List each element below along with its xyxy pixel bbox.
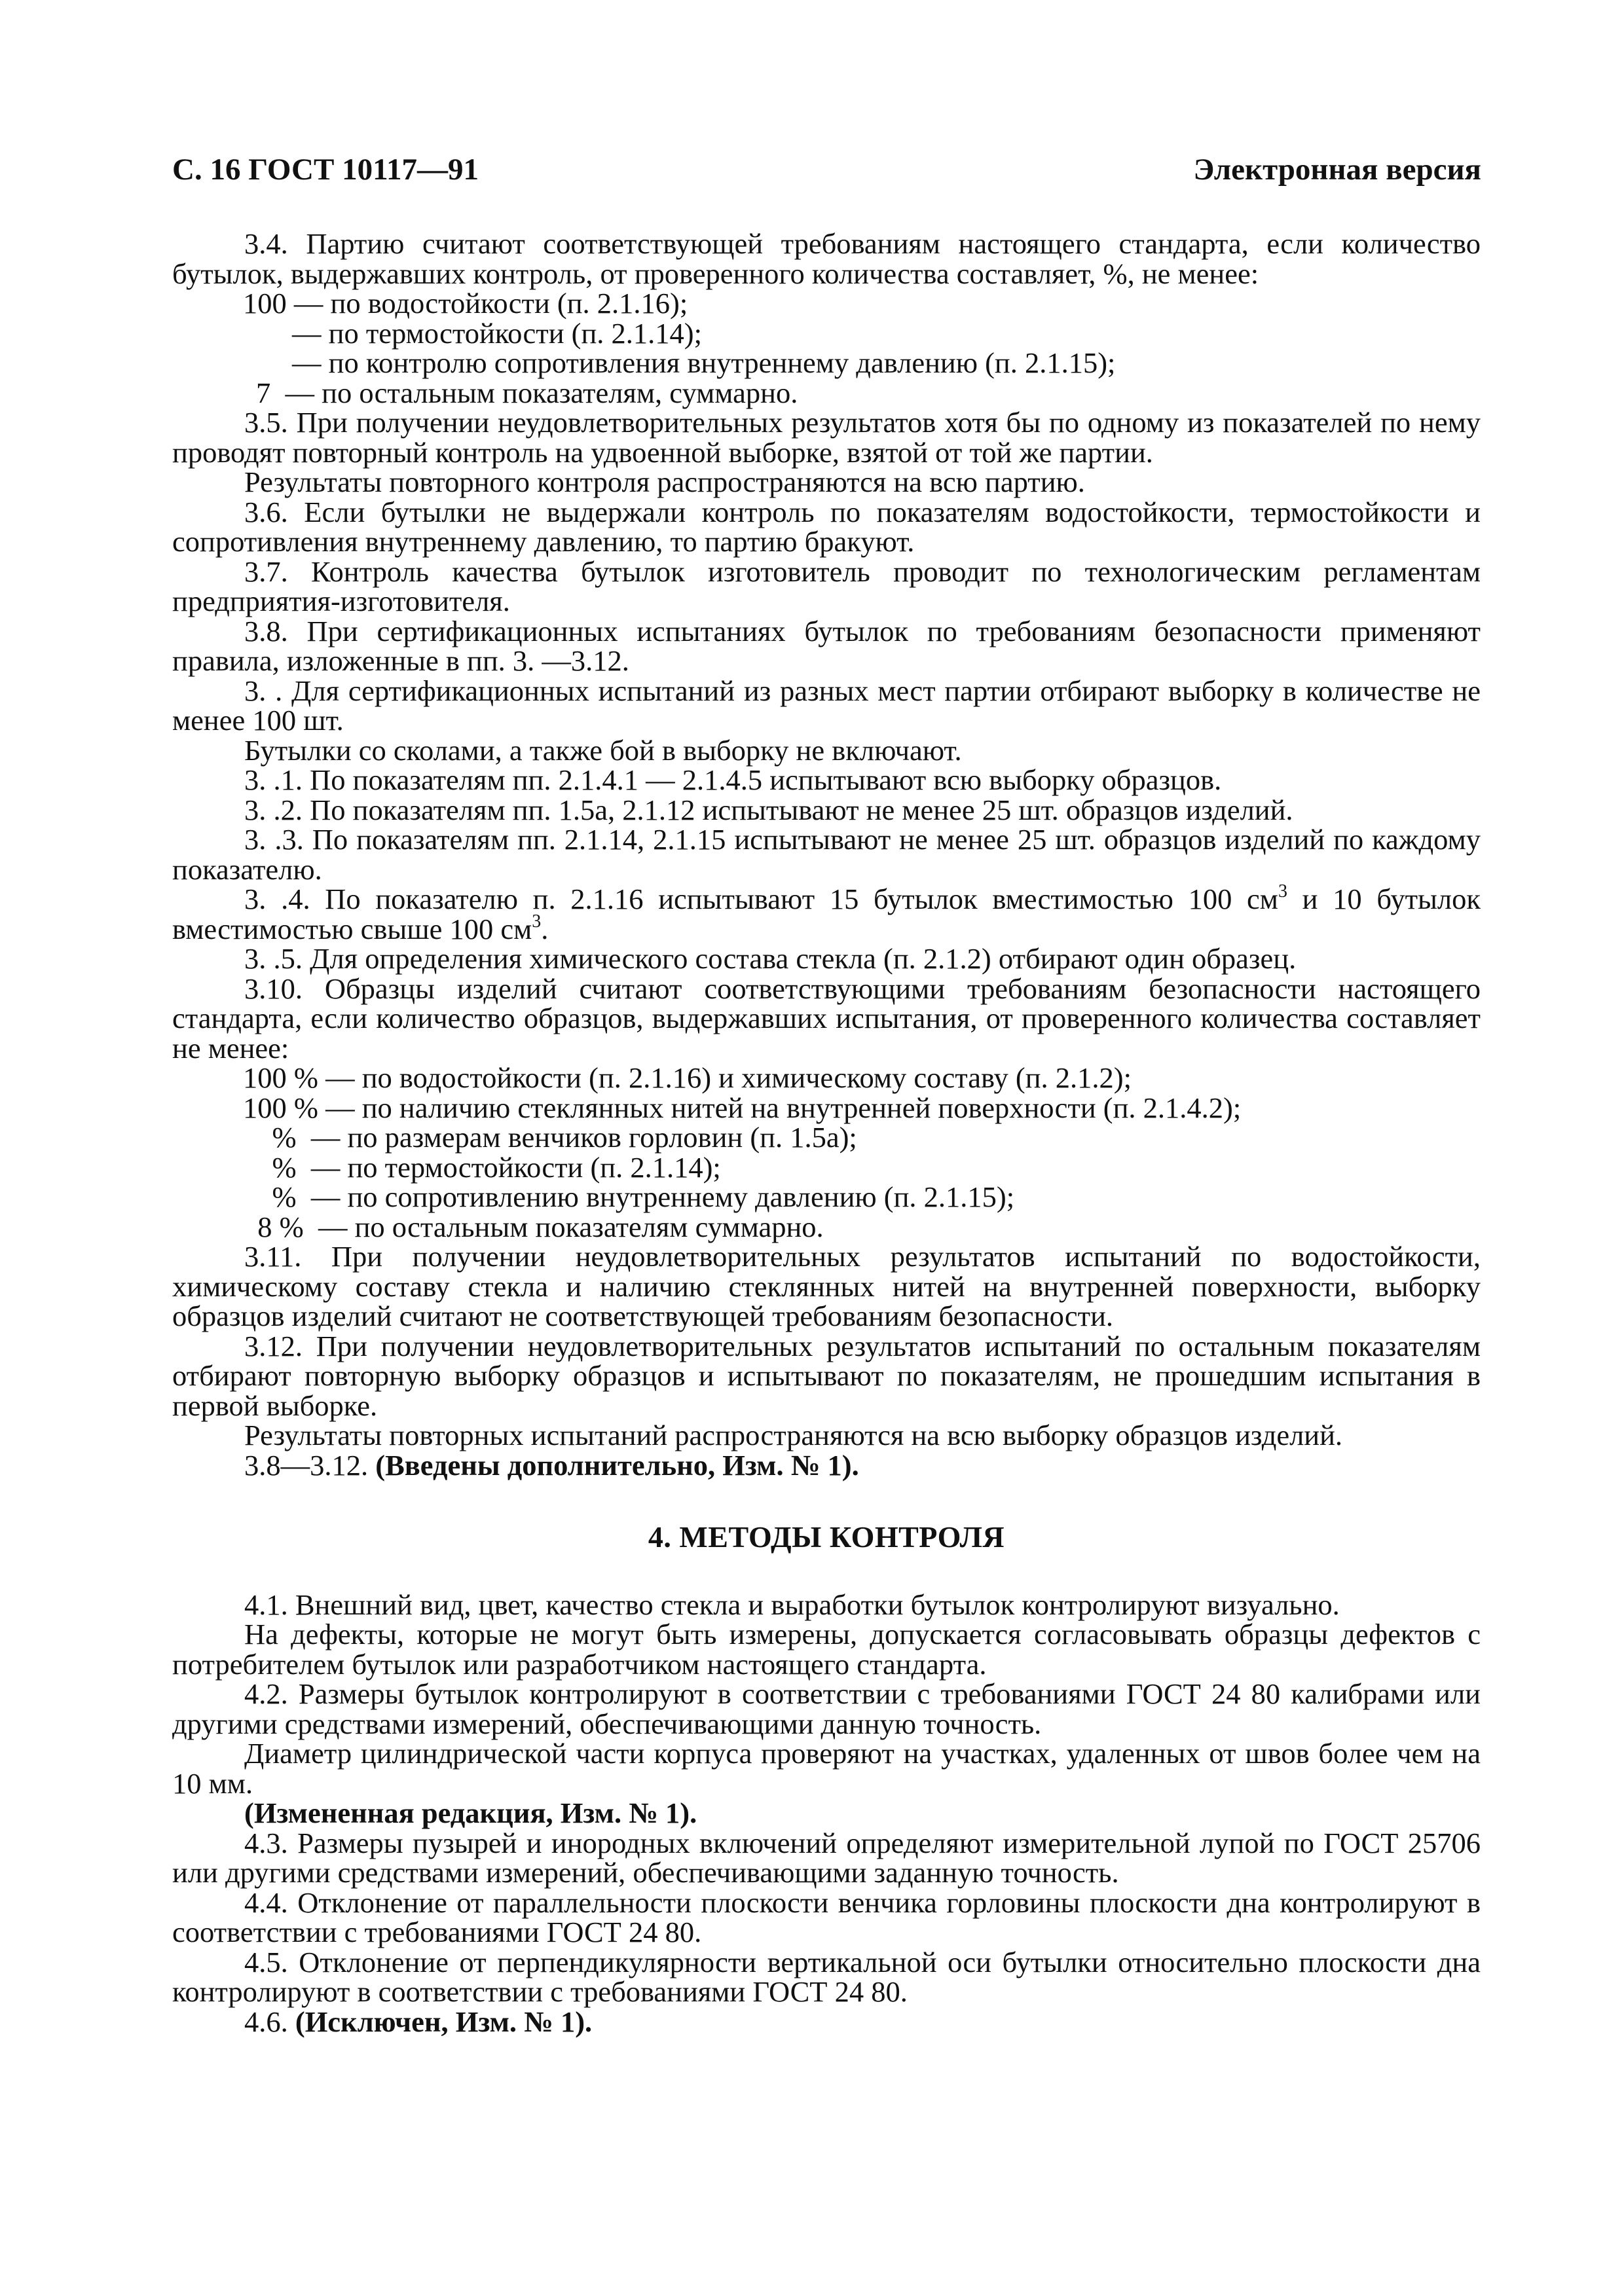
section-4-title: 4. МЕТОДЫ КОНТРОЛЯ	[648, 1520, 1005, 1554]
superscript: 3	[1278, 881, 1287, 902]
header-left: С. 16 ГОСТ 10117—91	[172, 153, 479, 187]
paragraph-3-5-result: Результаты повторного контроля распространяются на всю партию.	[244, 465, 1085, 498]
paragraph-3-5: 3.5. При получении неудовлетворительных результатов хотя бы по одному из показателей по нему проводят повторный контроль на удвоенной выборке, взятой от той же партии.	[172, 406, 1481, 469]
list-line: 100 % — по водостойкости (п. 2.1.16) и химическому составу (п. 2.1.2);	[243, 1061, 1132, 1094]
paragraph-3-10: 3.10. Образцы изделий считают соответствующими требованиям безопасности настоящего стандарта, если количество образцов, выдержавших испытания, от проверенного количества составляет не менее:	[172, 972, 1481, 1065]
text-run: и 10 бутылок вместимостью свыше 100 см	[172, 883, 1481, 945]
text-run: .	[541, 912, 549, 945]
list-line: 7 — по остальным показателям, суммарно.	[256, 376, 798, 409]
amendment-note: (Исключен, Изм. № 1).	[295, 2005, 593, 2038]
list-line: 100 — по водостойкости (п. 2.1.16);	[243, 287, 688, 319]
paragraph-3-9-4	[172, 881, 1481, 945]
list-line: % — по термостойкости (п. 2.1.14);	[243, 1150, 721, 1184]
paragraph-3-7: 3.7. Контроль качества бутылок изготовитель проводит по технологическим регламентам предприятия-изготовителя.	[172, 555, 1481, 617]
paragraph-4-2: 4.2. Размеры бутылок контролируют в соответствии с требованиями ГОСТ 24 80 калибрами или другими средствами измерений, обеспечивающими данную точность.	[172, 1677, 1481, 1740]
list-line: — по термостойкости (п. 2.1.14);	[292, 316, 702, 350]
paragraph-3-9-note: Бутылки со сколами, а также бой в выборку не включают.	[244, 733, 962, 767]
paragraph-3-9-2: 3. .2. По показателям пп. 1.5а, 2.1.12 испытывают не менее 25 шт. образцов изделий.	[244, 793, 1293, 826]
paragraph-4-3: 4.3. Размеры пузырей и инородных включений определяют измерительной лупой по ГОСТ 25706 или другими средствами измерений, обеспечивающими заданную точность.	[172, 1826, 1481, 1889]
paragraph-4-2-diameter: Диаметр цилиндрической части корпуса проверяют на участках, удаленных от швов более чем на 10 мм.	[172, 1737, 1481, 1800]
list-line: % — по размерам венчиков горловин (п. 1.5а);	[243, 1121, 857, 1154]
text-run: 3.8—3.12.	[244, 1448, 376, 1482]
list-line: % — по сопротивлению внутреннему давлению (п. 2.1.15);	[243, 1180, 1015, 1213]
superscript: 3	[532, 911, 542, 932]
header-right: Электронная версия	[1193, 153, 1481, 187]
paragraph-3-4: 3.4. Партию считают соответствующей требованиям настоящего стандарта, если количество бутылок, выдержавших контроль, от проверенного количества составляет, %, не менее:	[172, 227, 1481, 290]
paragraph-3-11: 3.11. При получении неудовлетворительных результатов испытаний по водостойкости, химическому составу стекла и наличию стеклянных нитей на внутренней поверхности, выборку образцов изделий считают не соответствующей требованиям безопасности.	[172, 1240, 1481, 1332]
paragraph-3-9-3: 3. .3. По показателям пп. 2.1.14, 2.1.15 испытывают не менее 25 шт. образцов изделий по каждому показателю.	[172, 823, 1481, 886]
paragraph-3-12: 3.12. При получении неудовлетворительных результатов испытаний по остальным показателям отбирают повторную выборку образцов и испытывают по показателям, не прошедшим испытания в первой выборке.	[172, 1329, 1481, 1422]
paragraph-4-4: 4.4. Отклонение от параллельности плоскости венчика горловины плоскости дна контролируют в соответствии с требованиями ГОСТ 24 80.	[172, 1886, 1481, 1948]
paragraph-3-9: 3. . Для сертификационных испытаний из разных мест партии отбирают выборку в количестве не менее 100 шт.	[172, 674, 1481, 737]
paragraph-4-5: 4.5. Отклонение от перпендикулярности вертикальной оси бутылки относительно плоскости дна контролируют в соответствии с требованиями ГОСТ 24 80.	[172, 1945, 1481, 2008]
paragraph-3-9-5: 3. .5. Для определения химического состава стекла (п. 2.1.2) отбирают один образец.	[244, 942, 1297, 975]
amendment-note: (Введены дополнительно, Изм. № 1).	[375, 1448, 859, 1482]
paragraph-3-6: 3.6. Если бутылки не выдержали контроль по показателям водостойкости, термостойкости и сопротивления внутреннему давлению, то партию бракуют.	[172, 495, 1481, 558]
text-run: 3. .4. По показателю п. 2.1.16 испытывают 15 бутылок вместимостью 100 см	[244, 883, 1278, 915]
paragraph-4-1: 4.1. Внешний вид, цвет, качество стекла и выработки бутылок контролируют визуально.	[244, 1588, 1340, 1621]
list-line: 100 % — по наличию стеклянных нитей на внутренней поверхности (п. 2.1.4.2);	[243, 1091, 1242, 1124]
document-body	[172, 229, 1481, 2037]
paragraph-4-2-note	[172, 1798, 1481, 1829]
text-run: 4.6.	[244, 2005, 295, 2038]
paragraph-3-9-1: 3. .1. По показателям пп. 2.1.4.1 — 2.1.4.5 испытывают всю выборку образцов.	[244, 763, 1222, 796]
paragraph-4-1-defects: На дефекты, которые не могут быть измерены, допускается согласовывать образцы дефектов с потребителем бутылок или разработчиком настоящего стандарта.	[172, 1618, 1481, 1681]
list-line: 8 % — по остальным показателям суммарно.	[243, 1210, 824, 1243]
paragraph-4-6	[172, 2007, 1481, 2037]
amendment-note: (Измененная редакция, Изм. № 1).	[244, 1796, 697, 1829]
paragraph-3-8-3-12-note	[172, 1448, 1481, 1482]
list-line: — по контролю сопротивления внутреннему давлению (п. 2.1.15);	[292, 346, 1116, 379]
paragraph-3-8: 3.8. При сертификационных испытаниях бутылок по требованиям безопасности применяют правила, изложенные в пп. 3. —3.12.	[172, 614, 1481, 677]
paragraph-3-12-result: Результаты повторных испытаний распространяются на всю выборку образцов изделий.	[244, 1419, 1343, 1451]
